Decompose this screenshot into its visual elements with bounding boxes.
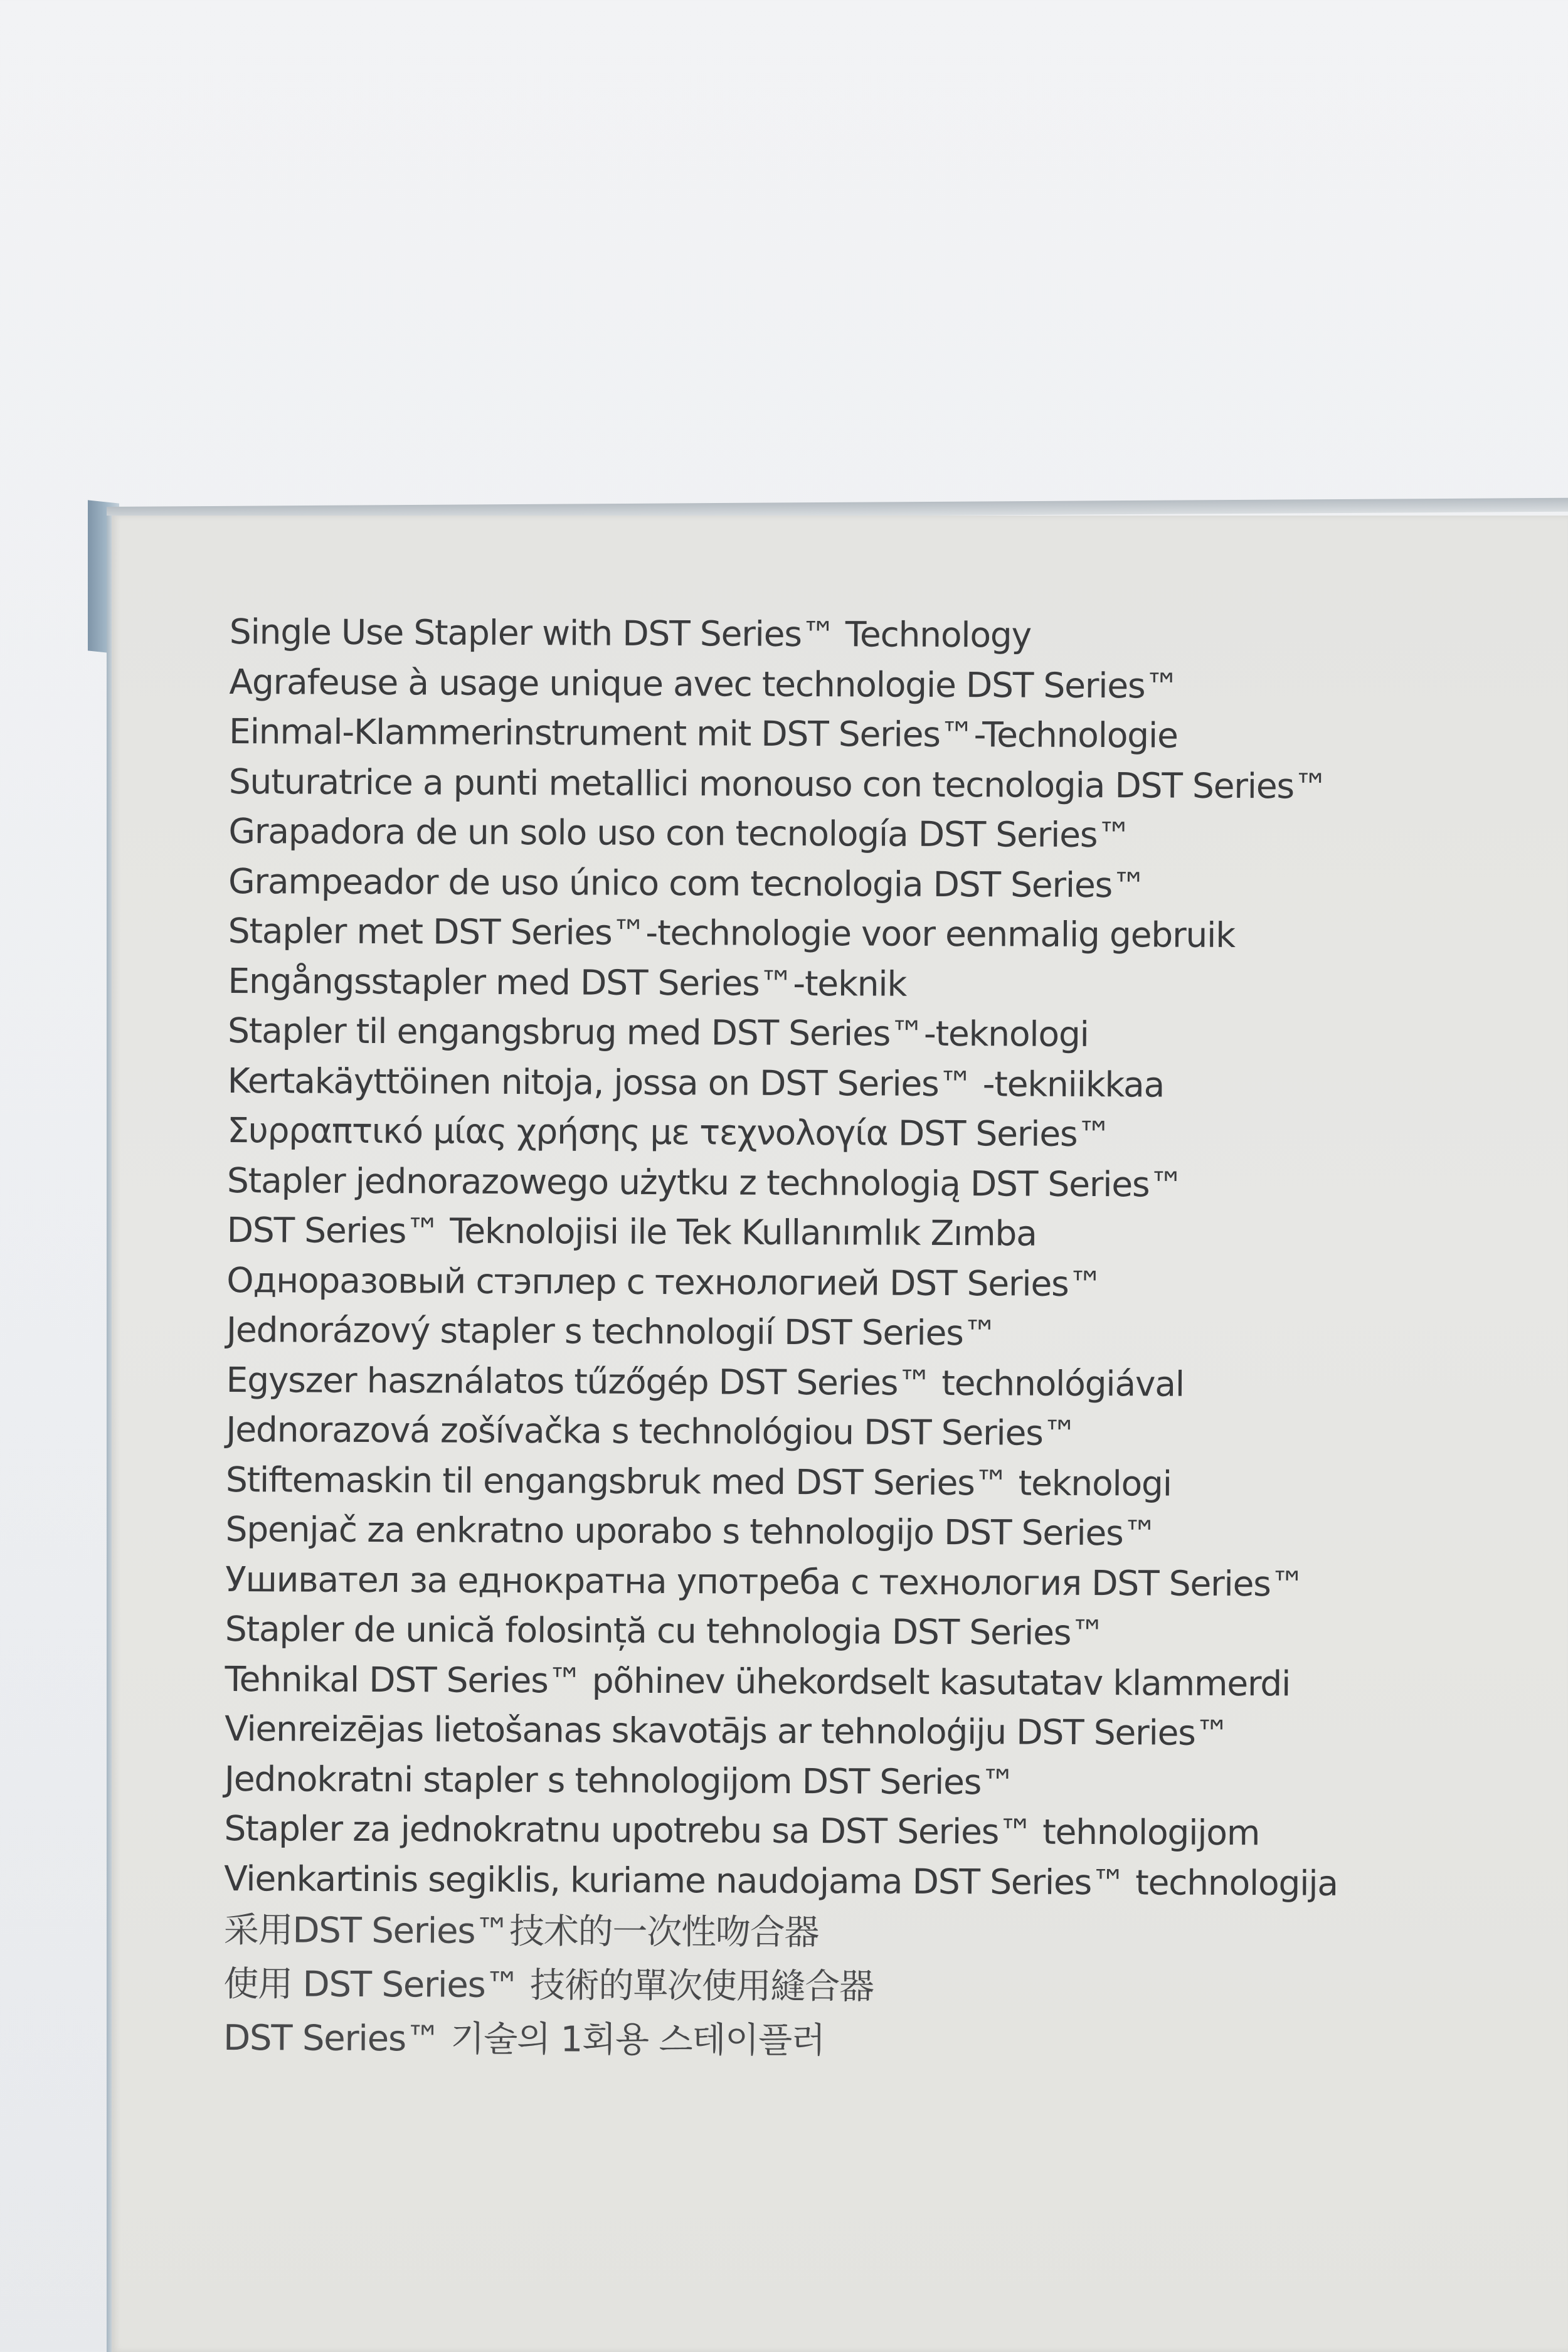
label-line-hu: Egyszer használatos tűzőgép DST Series™ technológiával [226,1359,1185,1404]
label-line-el: Συρραπτικό μίας χρήσης με τεχνολογία DST Series™ [227,1110,1111,1155]
label-line-bg: Ушивател за еднократна употреба с технология DST Series™ [225,1559,1305,1604]
label-line-sr: Stapler za jednokratnu upotrebu sa DST Series™ tehnologijom [224,1808,1260,1853]
label-line-zh-hant: 使用 DST Series™ 技術的單次使用縫合器 [223,1963,874,2008]
label-line-pl: Stapler jednorazowego użytku z technologią DST Series™ [226,1160,1184,1205]
label-line-sl: Spenjač za enkratno uporabo s tehnologijo DST Series™ [225,1508,1157,1554]
label-line-ko: DST Series™ 기술의 1회용 스테이플러 [223,2017,825,2062]
label-line-cs: Jednorázový stapler s technologií DST Series™ [226,1309,997,1353]
label-line-fr: Agrafeuse à usage unique avec technologie DST Series™ [229,661,1179,706]
label-line-zh-hans: 采用DST Series™技术的一次性吻合器 [223,1909,819,1954]
label-line-tr: DST Series™ Teknolojisi ile Tek Kullanımlık Zımba [226,1209,1037,1254]
label-line-da: Stapler til engangsbrug med DST Series™-teknologi [227,1010,1089,1054]
multilingual-product-description [223,607,1343,2070]
label-line-es: Grapadora de un solo uso con tecnología DST Series™ [228,810,1131,856]
label-line-lt: Vienkartinis segiklis, kuriame naudojama DST Series™ technologija [224,1858,1338,1904]
label-line-pt: Grampeador de uso único com tecnologia DST Series™ [228,861,1146,905]
label-line-ro: Stapler de unică folosință cu tehnologia DST Series™ [225,1608,1105,1653]
label-line-et: Tehnikal DST Series™ põhinev ühekordselt kasutatav klammerdi [225,1658,1291,1703]
label-line-sv: Engångsstapler med DST Series™-teknik [228,960,907,1004]
label-line-sk: Jednorazová zošívačka s technológiou DST Series™ [226,1409,1077,1453]
label-line-de: Einmal-Klammerinstrument mit DST Series™-Technologie [228,711,1178,756]
label-line-no: Stiftemaskin til engangsbruk med DST Series™ teknologi [225,1459,1172,1504]
label-line-lv: Vienreizējas lietošanas skavotājs ar tehnoloģiju DST Series™ [225,1708,1229,1753]
label-line-nl: Stapler met DST Series™-technologie voor eenmalig gebruik [228,910,1236,955]
label-line-fi: Kertakäyttöinen nitoja, jossa on DST Series™ -tekniikkaa [227,1060,1165,1105]
label-line-ru: Одноразовый стэплер с технологией DST Series™ [226,1259,1103,1304]
label-line-hr: Jednokratni stapler s tehnologijom DST Series™ [224,1758,1015,1802]
label-line-it: Suturatrice a punti metallici monouso con tecnologia DST Series™ [228,761,1328,807]
label-line-en: Single Use Stapler with DST Series™ Technology [229,611,1032,655]
